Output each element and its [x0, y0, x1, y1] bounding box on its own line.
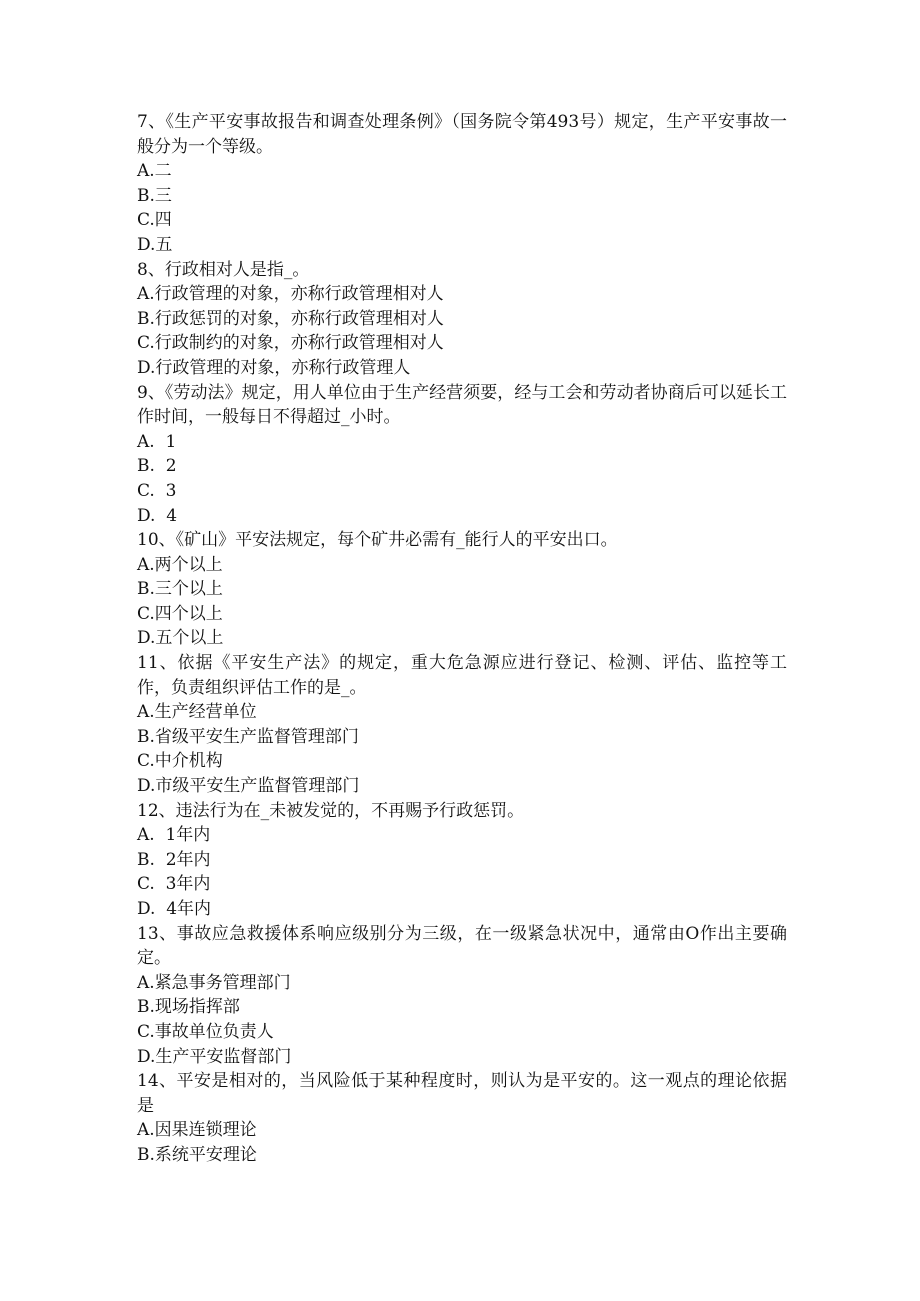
option-a: A.因果连锁理论: [137, 1120, 257, 1141]
option-a: A. 1年内: [137, 825, 211, 846]
option-b: B. 2年内: [137, 849, 211, 870]
option-c: C.行政制约的对象，亦称行政管理相对人: [137, 333, 444, 354]
question-text: 11、依据《平安生产法》的规定，重大危急源应进行登记、检测、评估、监控等工作，负责组织评估工作的是_。: [137, 653, 787, 698]
option-d: D.五个以上: [137, 628, 224, 649]
option-c: C.事故单位负责人: [137, 1021, 274, 1042]
option-a: A. 1: [137, 431, 177, 452]
question-text: 10、《矿山》平安法规定，每个矿井必需有_能行人的平安出口。: [137, 530, 618, 551]
question-8: [137, 258, 787, 381]
option-c: C.四个以上: [137, 603, 223, 624]
option-c: C.四: [137, 210, 172, 231]
option-d: D.五: [137, 234, 173, 255]
option-c: C. 3年内: [137, 874, 211, 895]
question-7: [137, 110, 787, 258]
option-d: D.生产平安监督部门: [137, 1046, 292, 1067]
option-c: C. 3: [137, 480, 177, 501]
option-a: A.行政管理的对象，亦称行政管理相对人: [137, 284, 444, 305]
option-b: B. 2: [137, 456, 177, 477]
question-13: [137, 922, 787, 1070]
option-c: C.中介机构: [137, 751, 223, 772]
question-text: 13、事故应急救援体系响应级别分为三级，在一级紧急状况中，通常由O作出主要确定。: [137, 923, 787, 969]
question-text: 12、违法行为在_未被发觉的，不再赐予行政惩罚。: [137, 800, 525, 821]
question-text: 7、《生产平安事故报告和调查处理条例》（国务院令第493号）规定，生产平安事故一般分为一个等级。: [137, 112, 787, 157]
question-text: 9、《劳动法》规定，用人单位由于生产经营须要，经与工会和劳动者协商后可以延长工作时间，一般每日不得超过_小时。: [137, 382, 787, 428]
question-14: [137, 1069, 787, 1167]
option-a: A.紧急事务管理部门: [137, 972, 291, 993]
option-b: B.现场指挥部: [137, 997, 240, 1018]
question-12: [137, 799, 787, 922]
option-b: B.省级平安生产监督管理部门: [137, 726, 359, 747]
question-11: [137, 651, 787, 799]
option-d: D. 4: [137, 505, 178, 526]
question-9: [137, 381, 787, 529]
option-a: A.两个以上: [137, 554, 223, 575]
question-text: 14、平安是相对的，当风险低于某种程度时，则认为是平安的。这一观点的理论依据是: [137, 1071, 787, 1116]
option-d: D.行政管理的对象，亦称行政管理人: [137, 357, 411, 378]
option-d: D. 4年内: [137, 899, 212, 919]
question-list: [137, 110, 787, 1168]
option-d: D.市级平安生产监督管理部门: [137, 776, 360, 797]
option-b: B.系统平安理论: [137, 1144, 257, 1165]
option-a: A.二: [137, 161, 172, 182]
option-a: A.生产经营单位: [137, 702, 257, 723]
option-b: B.三个以上: [137, 579, 223, 600]
question-text: 8、行政相对人是指_。: [137, 259, 310, 280]
question-10: [137, 528, 787, 651]
option-b: B.三: [137, 185, 172, 206]
option-b: B.行政惩罚的对象，亦称行政管理相对人: [137, 308, 444, 329]
